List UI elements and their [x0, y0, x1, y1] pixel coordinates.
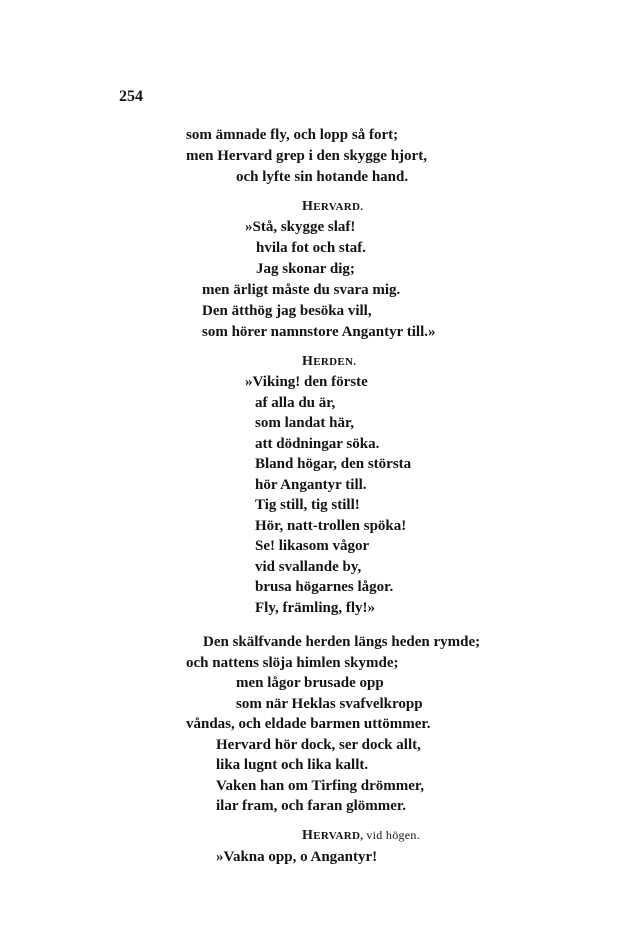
verse-line: våndas, och eldade barmen uttömmer.	[186, 716, 431, 732]
verse-line: »Stå, skygge slaf!	[245, 219, 356, 235]
verse-line: Den ätthög jag besöka vill,	[202, 303, 372, 319]
verse-line: Den skälfvande herden längs heden rymde;	[203, 634, 481, 650]
verse-line: Vaken han om Tirfing drömmer,	[216, 778, 424, 794]
verse-line: som landat här,	[255, 415, 355, 431]
verse-line: Fly, främling, fly!»	[255, 600, 375, 616]
verse-line: och lyfte sin hotande hand.	[236, 169, 409, 185]
verse-line: Hör, natt-trollen spöka!	[255, 518, 407, 534]
verse-line: hör Angantyr till.	[255, 477, 367, 493]
verse-line: af alla du är,	[255, 395, 336, 411]
speaker-heading-herden: HERDEN.	[302, 354, 357, 369]
verse-line: hvila fot och staf.	[256, 240, 366, 256]
page-number: 254	[119, 88, 143, 105]
verse-line: som ämnade fly, och lopp så fort;	[186, 127, 399, 143]
verse-line: Hervard hör dock, ser dock allt,	[216, 737, 421, 753]
verse-line: ilar fram, och faran glömmer.	[216, 798, 406, 814]
verse-line: »Viking! den förste	[245, 374, 368, 390]
verse-line: Se! likasom vågor	[255, 538, 370, 554]
verse-line: »Vakna opp, o Angantyr!	[216, 849, 378, 865]
speaker-heading-hervard-vid-hogen: HERVARD, vid högen.	[302, 828, 421, 843]
verse-line: som hörer namnstore Angantyr till.»	[202, 324, 436, 340]
speaker-heading-hervard: HERVARD.	[302, 199, 364, 214]
verse-line: Jag skonar dig;	[256, 261, 355, 277]
verse-line: att dödningar söka.	[255, 436, 380, 452]
verse-line: brusa högarnes lågor.	[255, 579, 394, 595]
verse-line: men lågor brusade opp	[236, 675, 384, 691]
verse-line: men Hervard grep i den skygge hjort,	[186, 148, 427, 164]
verse-line: som när Heklas svafvelkropp	[236, 696, 423, 712]
verse-line: Bland högar, den största	[255, 456, 412, 472]
verse-line: och nattens slöja himlen skymde;	[186, 655, 399, 671]
verse-line: men ärligt måste du svara mig.	[202, 282, 401, 298]
verse-line: Tig still, tig still!	[255, 497, 360, 513]
verse-line: vid svallande by,	[255, 559, 362, 575]
verse-line: lika lugnt och lika kallt.	[216, 757, 369, 773]
